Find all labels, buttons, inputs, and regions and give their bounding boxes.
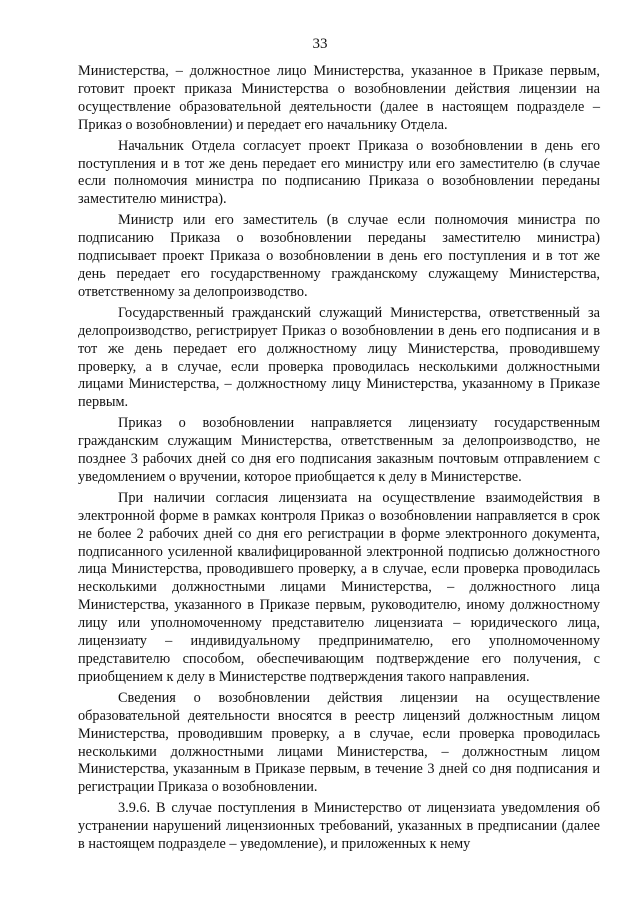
paragraph-5: Приказ о возобновлении направляется лицензиату государственным гражданским служащим Министерства, ответственным за делопроизводство, не позднее 3 рабочих дней со дня его подписания заказным почтовым отправлением с уведомлением о вручении, которое приобщается к делу в Министерстве. (78, 415, 600, 485)
paragraph-2: Начальник Отдела согласует проект Приказа о возобновлении в день его поступления и в тот же день передает его министру или его заместителю (в случае если полномочия министра по подписанию Приказа о возобновлении переданы заместителю министра). (78, 137, 600, 208)
paragraph-1: Министерства, – должностное лицо Министерства, указанное в Приказе первым, готовит проект приказа Министерства о возобновлении действия лицензии на осуществление образовательной деятельности (далее в настоящем подразделе – Приказ о возобновлении) и передает его начальнику Отдела. (78, 63, 600, 133)
page-number: 33 (312, 36, 328, 52)
paragraph-3: Министр или его заместитель (в случае если полномочия министра по подписанию Приказа о возобновлении переданы заместителю министра) подписывает проект Приказа о возобновлении в день его поступления и в тот же день передает его государственному гражданскому служащему Министерства, ответственному за делопроизводство. (78, 212, 600, 300)
paragraph-7: Сведения о возобновлении действия лицензии на осуществление образовательной деятельности вносятся в реестр лицензий должностным лицом Министерства, проводившим проверку, а в случае, если проверка проводилась несколькими должностными лицами Министерства, – должностным лицом Министерства, указанным в Приказе первым, в течение 3 дней со дня подписания и регистрации Приказа о возобновлении. (78, 689, 600, 796)
paragraph-8: 3.9.6. В случае поступления в Министерство от лицензиата уведомления об устранении нарушений лицензионных требований, указанных в предписании (далее в настоящем подразделе – уведомление), и приложенных к нему (78, 800, 600, 853)
document-body (78, 63, 600, 857)
paragraph-6: При наличии согласия лицензиата на осуществление взаимодействия в электронной форме в рамках контроля Приказ о возобновлении направляется в срок не более 2 рабочих дней со дня его регистрации в форме электронного документа, подписанного усиленной квалифицированной электронной подписью должностного лица Министерства, проводившего проверку, а в случае, если проверка проводилась несколькими должностными лицами Министерства, – должностного лица Министерства, указанного в Приказе первым, руководителю, иному должностному лицу или уполномоченному представителю лицензиата – юридического лица, лицензиату – индивидуальному предпринимателю, его уполномоченному представителю способом, обеспечивающим подтверждение его получения, с приобщением к делу в Министерстве подтверждения такого направления. (78, 489, 600, 685)
paragraph-4: Государственный гражданский служащий Министерства, ответственный за делопроизводство, регистрирует Приказ о возобновлении в день его подписания и в тот же день передает его должностному лицу Министерства, проводившему проверку, а в случае, если проверка проводилась несколькими должностными лицами Министерства, – должностному лицу Министерства, указанному в Приказе первым. (78, 304, 600, 411)
